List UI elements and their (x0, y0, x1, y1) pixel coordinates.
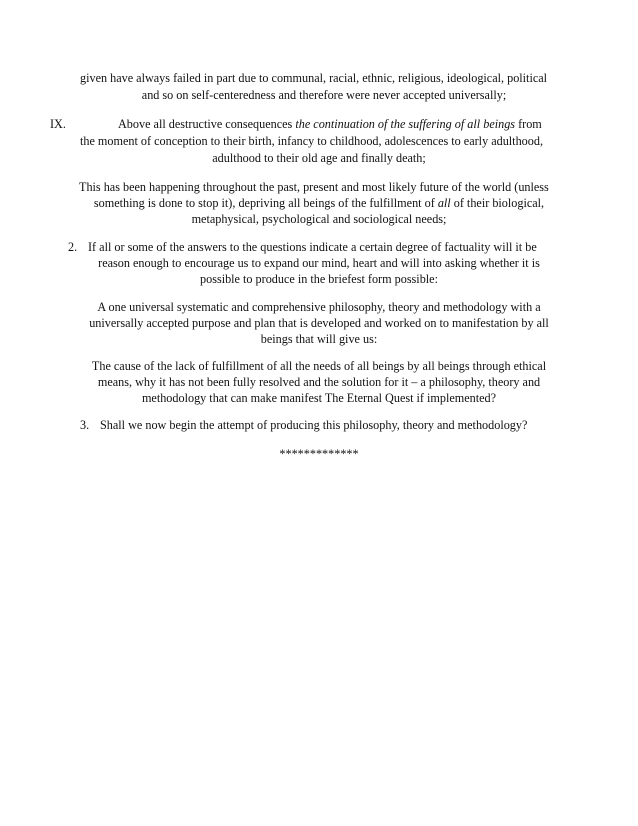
intro-line-2: and so on self-centeredness and therefore were never accepted universally; (141, 88, 507, 102)
item-2-line-2: reason enough to encourage us to expand our mind, heart and will into asking whether it is (98, 256, 540, 270)
intro-line-1: given have always failed in part due to communal, racial, ethnic, religious, ideological, political (80, 71, 548, 85)
happening-line-2: something is done to stop it), depriving all beings of the fulfillment of all of their biological, (93, 196, 545, 210)
philosophy-line-3: beings that will give us: (260, 332, 378, 346)
cause-line-1: The cause of the lack of fulfillment of all the needs of all beings by all beings through ethical (91, 359, 547, 373)
happening-line-3: metaphysical, psychological and sociological needs; (191, 212, 447, 226)
item-ix-line-3: adulthood to their old age and finally death; (212, 151, 426, 165)
cause-line-3: methodology that can make manifest The Eternal Quest if implemented? (141, 391, 497, 405)
item-ix-marker: IX. (50, 117, 66, 131)
philosophy-line-2: universally accepted purpose and plan that is developed and worked on to manifestation by all (89, 316, 549, 330)
item-2-marker: 2. (68, 240, 78, 254)
item-ix-emphasis: the continuation of the suffering of all beings (295, 117, 516, 131)
item-ix-line-2: the moment of conception to their birth, infancy to childhood, adolescences to early adulthood, (80, 134, 543, 148)
item-3-marker: 3. (80, 418, 90, 432)
separator: ************* (279, 447, 359, 461)
item-2-line-3: possible to produce in the briefest form possible: (200, 272, 438, 286)
philosophy-line-1: A one universal systematic and comprehensive philosophy, theory and methodology with a (97, 300, 541, 314)
item-ix-line-1: Above all destructive consequences the continuation of the suffering of all beings from (118, 117, 542, 131)
happening-emphasis: all (437, 196, 451, 210)
cause-line-2: means, why it has not been fully resolved and the solution for it – a philosophy, theory and (97, 375, 541, 389)
item-2-line-1: If all or some of the answers to the questions indicate a certain degree of factuality will it be (88, 240, 537, 254)
happening-line-1: This has been happening throughout the past, present and most likely future of the world (unless (79, 180, 549, 194)
item-3-text: Shall we now begin the attempt of producing this philosophy, theory and methodology? (100, 418, 528, 432)
